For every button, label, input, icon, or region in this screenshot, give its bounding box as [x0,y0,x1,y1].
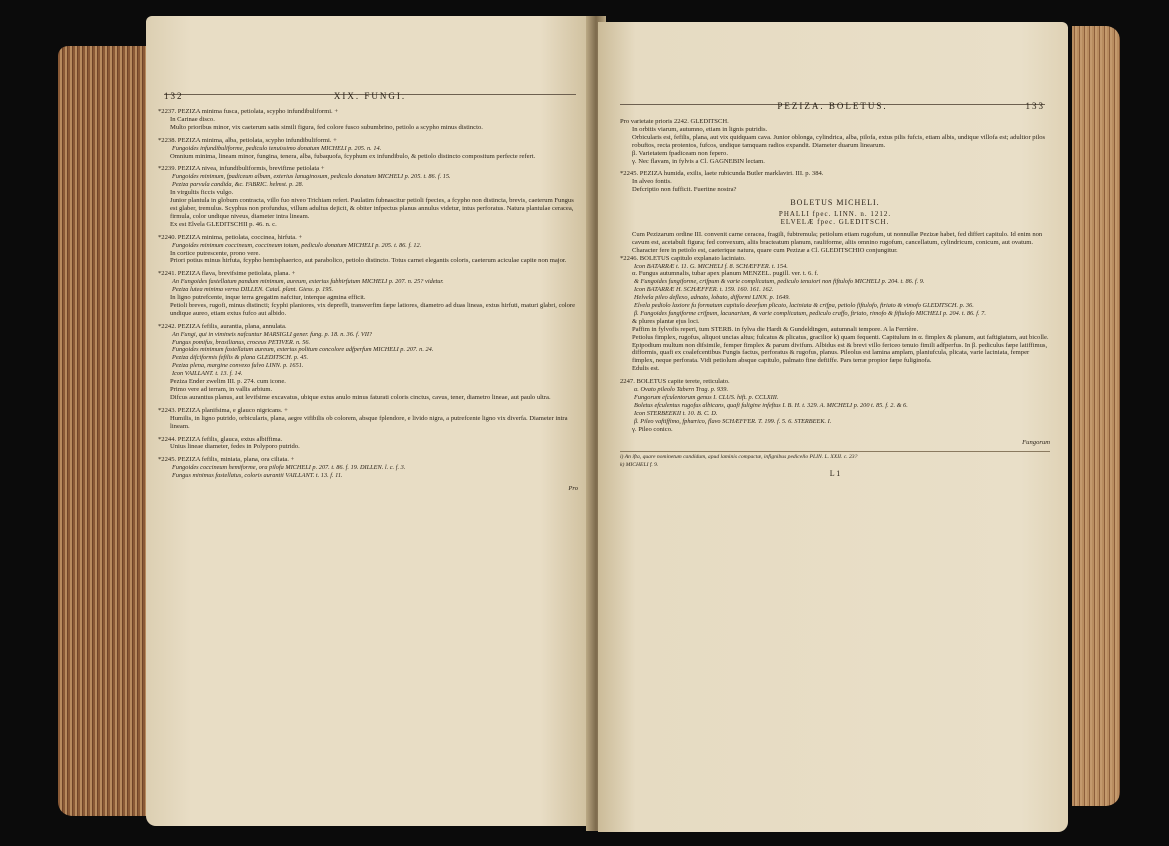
left-entry-line: Fungoides minimum fastellatum aureum, exterius politum concolore adfperfum MICHELI p. 207. n. 24. [172,346,434,354]
right-entry-line: α. Ovato pileolo Tabern Trag. p. 939. [634,386,729,394]
right-page [598,22,1068,832]
left-entry-line: Fungoides coccineum hemiforme, ora pilofa MICHELI p. 207. t. 86. f. 19. DILLEN. l. c. f. 3. [172,464,406,472]
left-entry-heading: *2245. PEZIZA fefilis, miniata, plana, ora ciliata. + [158,456,295,464]
left-catchword: Pro [568,485,578,493]
left-entry-line: An Fungi, qui in vimineis nafcuntur MARSIGLI gener. fung. p. 18. n. 36. f. VII? [172,330,373,338]
left-fore-edge [58,46,148,816]
right-entry-line: Orbicularis est, fefilis, plana, aut vix quidquam cava. Junior oblonga, cylindrica, alba, pilofa, extus pilis fufcis, etiam albis, undique villofa est; adultior pilos robuftos, recta protentos, fufcos, undique tamquam radios expandit. Diameter duarum linearum. [632,133,1046,149]
left-entry-line: Humilis, in ligno putrido, orbicularis, plana, aegre vifibilis ob colorem, absque fplendore, e livido nigra, a putrefcente ligno vix diverfa. Diameter intra lineam. [170,414,568,430]
open-book [58,16,1120,836]
left-entry [158,165,578,228]
left-entry-line: In virgultis ficcis vulgo. [170,189,234,197]
left-entry-line: Peziza Ender zwelim III. p. 274. cum icone. [170,378,286,386]
right-entry-line: Fungorum efculentorum genus I. CLUS. hift. p. CCLXIII. [634,394,779,401]
footnote: k) MICHELI f. 9. [620,462,659,469]
left-entry-heading: *2244. PEZIZA fefilis, glauca, extus albiffima. [158,435,283,443]
right-entry-heading: 2247. BOLETUS capite terete, reticulato. [620,378,730,386]
right-entry [620,118,1050,165]
left-entry [158,270,578,317]
left-entry-line: Peziza plena, margine convexo fulvo LINN. p. 1651. [172,362,304,370]
left-entry-heading: *2238. PEZIZA minima, alba, petiolata, scypho infundibuliformi. + [158,136,337,144]
section-synonym-phalli: PHALLI fpec. LINN. n. 1212. [778,210,892,219]
left-entry-heading: *2237. PEZIZA minima fusca, petiolata, scypho infundibuliformi. + [158,108,339,115]
section-title-boletus: BOLETUS MICHELI. [790,198,880,208]
right-entry-line: β. Varietatem fpadiceam non fepero. [632,149,728,157]
left-entry [158,407,578,431]
right-entry-line: Icon BATARRÆ t. 11. G. MICHELI f. 8. SCHÆFFER. t. 154. [634,262,788,270]
left-entry-line: Fungoides minimum coccineum, coccineum totum, pediculo donatum MICHELI p. 205. t. 86. f. 12. [172,241,422,249]
right-running-head [620,101,1045,111]
left-entry-line: Unius lineae diameter, fedes in Polyporo putrido. [170,443,300,451]
right-page-number: 133 [1025,101,1045,111]
right-entry-heading: *2246. BOLETUS capitulo explanato laciniato. [620,254,746,262]
left-entry-line: An Fungoides fastellatum pandum minimum, aureum, exterius fubhirfutum MICHELI p. 207. n. 25? videtur. [172,278,444,286]
left-entry-line: Peziza parvula candida, &c. FABRIC. helmst. p. 28. [172,181,304,189]
section-intro: Cum Pezizarum ordine III. convenit carne ceracea, fragili, fubtremula; petiolum etiam rugofum, ut nonnullæ Pezizæ habet, fed differt capitulo. Id enim non cavum est, acetabuli figura; fed convexum, aliis bracteatum planum, rauliforme, aliis omnino rugofum, cancellatum, cylindricum, conicum, aut ovatum. Character fere in petiolo est, caeterique natura, quare cum Pezizæ a Cl. GLEDITSCHIO conjungitur. [632,230,1043,254]
right-entry-line: Petiolus fimplex, rugofus, aliquot uncias altus; fulcatus & plicatus, gracilior k) quam fequenti. Capitulum in α. fimplex & planum, aut faftigiatum, aut bicolle. Epipodium multum non difsimile, femper fimplex & parum divifum. Albidus est & brevi villo fericeo tenuio fimili adfperfus. In β. pediculus fæpe latiffimus, difformis, quafi ex coalefcentibus Fungis factus, perforatus & rugofus, planus. Pileolus est lamina amplam, planiufcula, plicata, varie laciniata, femper fimplex, neque perforata. Vidi petiolum absque capitulo, palmato fine defiiffe. Pars terræ propior fæpe fuliginofa. [632,333,1049,365]
right-entry-line: α. Fungus autumnalis, tubar apex planum MENZEL. pugill. ver. t. 6. f. [632,270,819,278]
left-page [146,16,594,826]
left-running-title: XIX. FUNGI. [333,91,407,101]
signature-mark: L 1 [829,469,841,479]
left-entry-line: Peziza lutea minima verna DILLEN. Catal. plant. Giess. p. 195. [172,286,334,294]
left-page-number: 132 [164,91,184,101]
right-entry-line: In orbitis viarum, autumno, etiam in lignis putridis. [632,125,768,133]
left-entry-line: In cortice putrescente, prono vere. [170,249,261,257]
left-entry [158,436,578,452]
left-entry-line: In Carinae disco. [170,115,215,123]
left-entry-line: Icon VAILLANT. t. 13. f. 14. [172,370,243,378]
right-entry-line: & plures plantæ ejus loci. [632,317,700,325]
left-entry [158,234,578,266]
right-entry-line: Defcriptio non fufficit. Fueritne nostra? [632,186,737,194]
left-entry-heading: *2239. PEZIZA nivea, infundibuliformis, brevifime petiolata + [158,165,325,173]
right-running-title: PEZIZA. BOLETUS. [777,101,888,111]
left-entry-line: Ex est Elvela GLEDITSCHII p. 46. n. c. [170,220,277,228]
right-entry-line: Paffim in fylvofis reperi, tum STERB. in fylva die Hardt & Gundeldingen, autumnali tempore. A la Ferrière. [632,325,919,333]
left-running-head [164,91,576,101]
left-page-text [158,108,578,493]
left-entry-line: Fungoides infundibuliforme, pediculo tenuissimo donatum MICHELI p. 205. n. 14. [172,144,382,152]
right-entry-line: γ. Pileo conico. [632,425,673,433]
footnotes [620,451,1050,470]
left-entry-line: Fungus pomifus, brasilianus, croceus PETIVER. n. 56. [172,338,311,346]
left-entry-heading: *2240. PEZIZA minima, petiolata, coccinea, hirfuta. + [158,233,303,241]
right-fore-edge [1072,26,1120,806]
left-entry-line: Fungus minimus fastellatus, coloris aurantii VAILLANT. t. 13. f. 11. [172,472,343,480]
right-entry [620,170,1050,194]
left-entry-line: In ligno putrefcente, inque terra gregatim nafcitur, interque agmina efficit. [170,294,366,302]
right-entry-line: Boletus efculentus rugofus albicans, quafi fuligine infeftus I. B. H. t. 329. A. MICHELI p. 200 t. 85. f. 2. & 6. [634,401,908,409]
right-entry-line: & Fungoides fungiforme, crifpum & varie complicatum, pediculo tenuiori non fiftulofo MICHELI p. 204. t. 86. f. 9. [634,278,925,286]
right-entry-line: Edulis est. [632,365,660,373]
left-entry-heading: *2243. PEZIZA planifsima, e glauco nigricans. + [158,406,288,414]
left-entry [158,323,578,402]
section-synonym-elvelae: ELVELÆ fpec. GLEDITSCH. [780,217,890,226]
right-entry-line: In alveo fontis. [632,178,672,186]
left-entry-heading: *2242. PEZIZA fefilis, aurantia, plana, annulata. [158,322,287,330]
right-entry-line: Icon STERBEEKII t. 10. B. C. D. [634,409,718,417]
right-entry [620,378,1050,433]
right-entry-line: Helvela pileo deflexo, adnato, lobato, difformi LINN. p. 1649. [634,294,791,302]
right-entries-boletus [620,255,1050,434]
left-entry-line: Fungoides minimum, fpadiceum album, exterius lanuginosum, pediculo donatum MICHELI p. 205. t. 86. f. 15. [172,173,451,181]
left-entry-line: Petioli breves, rugofi, minus distincti; fcyphi planiores, vix deprefli, transverfim fæpe latiores, diametro ad duas lineas, extus hirfuti, maturi glabri, colore undique aureo, etiam extus fufco aut albido. [170,301,576,317]
right-entry-heading: Pro varietate prioris 2242. GLEDITSCH. [620,118,729,125]
left-entry-heading: *2241. PEZIZA flava, brevifsime petiolata, plana. + [158,270,296,278]
left-entry-line: Primo vere ad terram, in vallis arbium. [170,386,273,393]
left-entry-line: Omnium minima, lineam minor, fungina, tenera, alba, fubaquofa, fcyphum ex infundibulo, & petiolo distincto compositum perfecte refert. [170,152,536,160]
right-page-text [620,118,1050,478]
right-entry-line: β. Pileo vaftiffimo, fphærico, flavo SCHÆFFER. T. 199. f. 5. 6. STERBEEK. I. [634,417,832,425]
left-entry [158,456,578,480]
left-entry-line: Priori potius minus hirfuta, fcypho hemisphaerico, aut parabolico, petiolo distincto. Totus carnei elegantis coloris, caeterum aciculae capite non major. [170,257,567,265]
left-entry [158,108,578,132]
right-entry-line: Elvela pediolo laxiore fu formatum capitulo deorfum plicato, laciniata & crifpa, petiolo fiftulofo, ftriato & vimofo GLEDITSCH. p. 36. [634,302,974,310]
right-entry-line: γ. Nec flavam, in fylvis a Cl. GAGNEBIN lectam. [632,157,765,165]
left-entry-line: Multo prioribus minor, vix caeterum satis simili figura, fed colore fusco subumbrino, petiolo a scypho minus distincto. [170,123,483,131]
right-entry-heading: *2245. PEZIZA humida, exilis, laete rubicunda Butler marklaviri. III. p. 384. [620,170,824,178]
right-entries-peziza [620,118,1050,194]
right-entry [620,255,1050,374]
right-entry-line: β. Fungoides fungiforme crifpum, lacunarium, & varie complicatum, pediculo craffo, ftriato, rimofo & fiftulofo MICHELI p. 204. t. 86. f. 7. [634,309,986,317]
left-entry-line: Junior plantula in globum contracta, villo fuo niveo Trichiam refert. Paulatim fubnascitur petioli fpecies, a fcypho non distincta, brevis, caeterum Fungus est glaber, tremulus. Scyphus non profundus, villum adultus dejicit, & obiter infpectus planus annulus videtur, intus perforatus. Natura plantulae ceracea, firmula, color undique niveus, diameter intra lineam. [170,197,574,220]
right-entry-line: Icon BATARRÆ H. SCHÆFFER. t. 159. 160. 161. 162. [634,286,774,294]
left-entry-line: Peziza difciformis fefilis & plana GLEDITSCH. p. 45. [172,354,309,362]
left-entry [158,137,578,161]
right-catchword: Fungorum [1022,438,1050,446]
footnote: i) An ifta, quare nominetum candidum, apud laminis compactæ, infignibus pedicello PLIN. L. XXII. c. 23? [620,454,858,461]
left-entry-line: Difcus aurantius planus, aut levifsime excavatus, ubique extus anulo minus faturati coloris cinctus, cavus, tener, diametro lineae, aut paulo ultra. [170,393,551,401]
